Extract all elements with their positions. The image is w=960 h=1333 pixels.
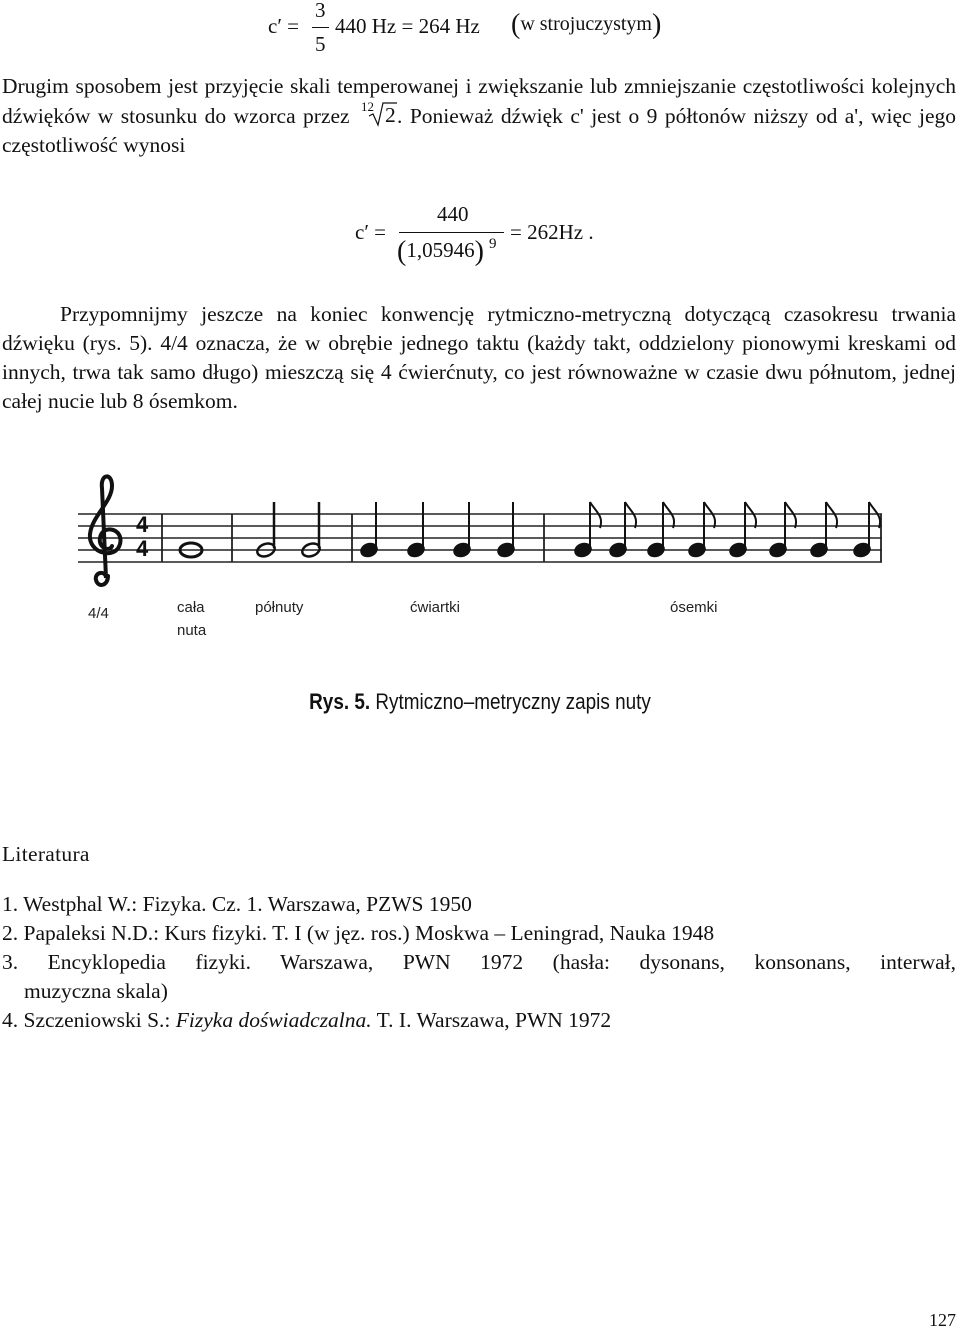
treble-clef-icon xyxy=(90,476,121,584)
reference-item-3 xyxy=(2,948,956,977)
reference-item-3-line-1: 3. Encyklopedia fizyki. Warszawa, PWN 1972 (hasła: dysonans, konsonans, interwał, xyxy=(2,950,956,974)
eq1-note: w strojuczystym xyxy=(520,13,652,35)
meter-label: 4/4 xyxy=(88,605,109,622)
root-radicand: 2 xyxy=(385,103,396,127)
paragraph-1-text-end: . Ponieważ dźwięk c' jest o 9 półtonów niższy od a', więc jego częstotliwość wynosi xyxy=(2,104,957,157)
root-index: 12 xyxy=(361,99,375,114)
figure-caption xyxy=(67,689,893,715)
eq2-fraction-bar xyxy=(399,232,504,233)
music-figure xyxy=(78,468,882,648)
reference-item-3-continued: muzyczna skala) xyxy=(24,979,168,1003)
eq2-numerator: 440 xyxy=(437,202,469,226)
time-signature-bottom: 4 xyxy=(136,536,149,561)
figure-caption-number: Rys. 5. xyxy=(309,689,371,714)
eq2-exponent: 9 xyxy=(489,236,497,252)
eq2-denominator-wrap: (1,05946) xyxy=(397,236,484,267)
label-eighth-notes: ósemki xyxy=(670,599,718,616)
paragraph-1 xyxy=(2,72,956,160)
reference-item-4 xyxy=(2,1006,956,1035)
time-signature-top: 4 xyxy=(136,512,149,537)
reference-item-4-prefix: 4. Szczeniowski S.: xyxy=(2,1008,176,1032)
reference-item-1: 1. Westphal W.: Fizyka. Cz. 1. Warszawa, PZWS 1950 xyxy=(2,892,472,916)
root-expression xyxy=(357,99,397,127)
label-quarter-notes: ćwiartki xyxy=(410,599,461,616)
paragraph-1-text: Drugim sposobem jest przyjęcie skali temperowanej i zwiększanie lub zmniejszanie częstotliwości kolejnych dźwięków w stosunku do wzorca przez xyxy=(2,74,956,128)
eq1-rhs: 440 Hz = 264 Hz xyxy=(335,14,480,38)
eq1-note-wrap: (w strojuczystym) xyxy=(511,9,662,40)
paragraph-2-text: Przypomnijmy jeszcze na koniec konwencję rytmiczno-metryczną dotyczącą czasokresu trwania dźwięku (rys. 5). 4/4 oznacza, że w obrębie jednego taktu (każdy takt, oddzielony pionowymi kreskami od innych, trwa tak samo długo) mieszczą się 4 ćwierćnuty, co jest równoważne w czasie dwu półnutom, jednej całej nucie lub 8 ósemkom. xyxy=(2,302,956,413)
eq2-rhs: = 262Hz . xyxy=(510,220,594,244)
reference-item-2: 2. Papaleksi N.D.: Kurs fizyki. T. I (w jęz. ros.) Moskwa – Leningrad, Nauka 1948 xyxy=(2,921,715,945)
reference-list xyxy=(2,890,956,1035)
label-whole-note-1: cała xyxy=(177,599,205,616)
eq1-lhs: c′ = xyxy=(268,14,300,38)
eq2-denominator: 1,05946 xyxy=(406,238,475,262)
equation-1 xyxy=(268,0,708,60)
label-whole-note-2: nuta xyxy=(177,622,207,639)
paragraph-2 xyxy=(2,300,956,416)
reference-item-4-title: Fizyka doświadczalna. xyxy=(175,1008,372,1032)
label-half-notes: półnuty xyxy=(255,599,304,616)
page-number: 127 xyxy=(929,1310,956,1330)
equation-2 xyxy=(355,200,655,270)
eq2-lhs: c′ = xyxy=(355,220,387,244)
reference-item-4-suffix: T. I. Warszawa, PWN 1972 xyxy=(371,1008,612,1032)
figure-caption-text: Rytmiczno–metryczny zapis nuty xyxy=(370,689,651,714)
references-heading: Literatura xyxy=(2,842,90,866)
eq1-numerator: 3 xyxy=(315,0,326,22)
eq1-denominator: 5 xyxy=(315,32,326,56)
eq1-fraction-bar xyxy=(312,27,329,28)
